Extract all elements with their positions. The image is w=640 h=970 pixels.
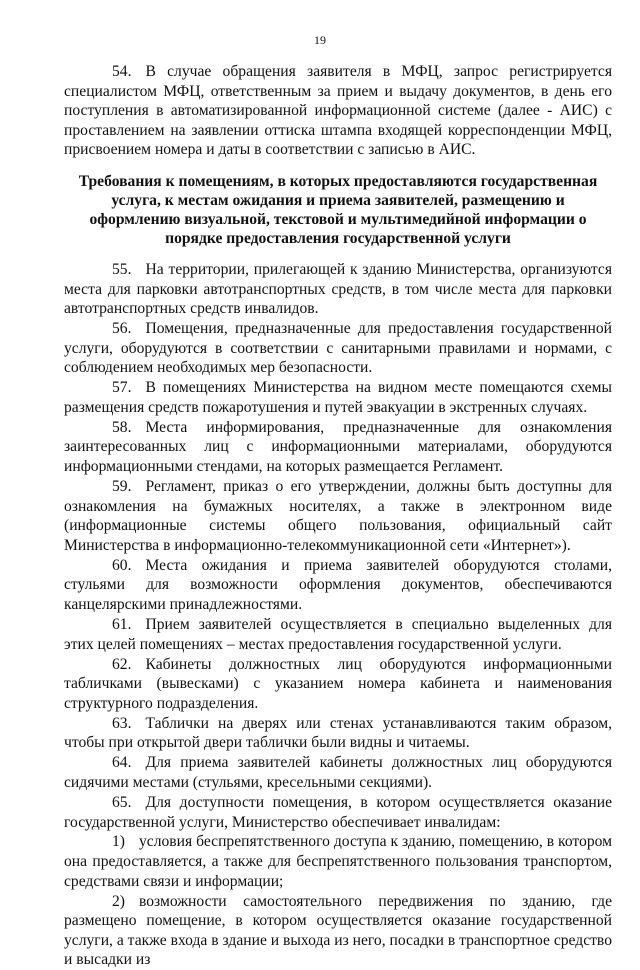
paragraph-65: [64, 793, 612, 832]
paragraph-number: 57.: [112, 379, 132, 397]
paragraph-62: [64, 655, 612, 714]
paragraph-54: [64, 62, 612, 160]
paragraph-56: [64, 319, 612, 378]
paragraph-text: В помещениях Министерства на видном месте помещаются схемы размещения средств пожаротушения и путей эвакуации в экстренных случаях.: [64, 379, 612, 416]
document-body: [64, 62, 612, 970]
list-item-text: возможности самостоятельного передвижения по зданию, где размещено помещение, в котором осуществляется оказание государственной услуги, а также входа в здание и выхода из него, посадки в транспортное средство и высадки из: [64, 892, 612, 969]
paragraph-number: 63.: [112, 714, 132, 732]
paragraph-text: Для доступности помещения, в котором осуществляется оказание государственной услуги, Министерство обеспечивает инвалидам:: [64, 793, 612, 831]
paragraph-text: В случае обращения заявителя в МФЦ, запрос регистрируется специалистом МФЦ, ответственным за прием и выдачу документов, в день его поступления в автоматизированной информационной системе (далее - АИС) с проставлением на заявлении оттиска штампа входящей корреспонденции МФЦ, присвоением номера и даты в соответствии с записью в АИС.: [64, 63, 612, 159]
paragraph-57: [64, 378, 612, 417]
list-item-1: [64, 832, 612, 891]
list-item-2: [64, 892, 612, 970]
paragraph-58: [64, 418, 612, 477]
paragraph-number: 60.: [112, 556, 132, 574]
paragraph-63: [64, 714, 612, 753]
paragraph-text: Кабинеты должностных лиц оборудуются информационными табличками (вывесками) с указанием номера кабинета и наименования структурного подразделения.: [64, 655, 612, 712]
paragraph-60: [64, 556, 612, 615]
section-heading: Требования к помещениям, в которых предоставляются государственная услуга, к местам ожидания и приема заявителей, размещению и оформлению визуальной, текстовой и мультимедийной информации о порядке предоставления государственной услуги: [78, 172, 598, 247]
paragraph-text: На территории, прилегающей к зданию Министерства, организуются места для парковки автотранспортных средств, в том числе места для парковки автотранспортных средств инвалидов.: [64, 260, 612, 318]
paragraph-number: 65.: [112, 793, 132, 811]
list-item-number: 2): [112, 892, 125, 910]
paragraph-text: Регламент, приказ о его утверждении, должны быть доступны для ознакомления на бумажных носителях, а также в электронном виде (информационные системы общего пользования, официальный сайт Министерства в информационно-телекоммуникационной сети «Интернет»).: [64, 478, 612, 554]
paragraph-59: [64, 477, 612, 555]
paragraph-64: [64, 753, 612, 792]
paragraph-number: 61.: [112, 616, 132, 633]
paragraph-number: 59.: [112, 478, 132, 496]
paragraph-55: [64, 260, 612, 319]
paragraph-text: Места ожидания и приема заявителей оборудуются столами, стульями для возможности оформления документов, обеспечиваются канцелярскими принадлежностями.: [64, 556, 612, 614]
paragraph-number: 56.: [112, 320, 132, 338]
list-item-number: 1): [112, 833, 125, 851]
paragraph-number: 62.: [112, 655, 132, 673]
list-item-text: условия беспрепятственного доступа к зданию, помещению, в котором она предоставляется, а также для беспрепятственного пользования транспортом, средствами связи и информации;: [64, 833, 612, 890]
paragraph-text: Помещения, предназначенные для предоставления государственной услуги, оборудуются в соответствии с санитарными правилами и нормами, с соблюдением необходимых мер безопасности.: [64, 320, 612, 377]
paragraph-number: 55.: [112, 260, 132, 278]
page-number: 19: [314, 33, 326, 47]
paragraph-number: 64.: [112, 754, 132, 772]
paragraph-text: Места информирования, предназначенные для ознакомления заинтересованных лиц с информационными материалами, оборудуются информационными стендами, на которых размещается Регламент.: [64, 418, 612, 476]
paragraph-text: Для приема заявителей кабинеты должностных лиц оборудуются сидячими местами (стульями, кресельными секциями).: [64, 754, 612, 791]
paragraph-number: 54.: [112, 63, 132, 80]
paragraph-text: Таблички на дверях или стенах устанавливаются таким образом, чтобы при открытой двери таблички были видны и читаемы.: [64, 714, 612, 752]
paragraph-number: 58.: [112, 418, 132, 436]
paragraph-text: Прием заявителей осуществляется в специально выделенных для этих целей помещениях – местах предоставления государственной услуги.: [64, 616, 612, 653]
paragraph-61: [64, 615, 612, 654]
